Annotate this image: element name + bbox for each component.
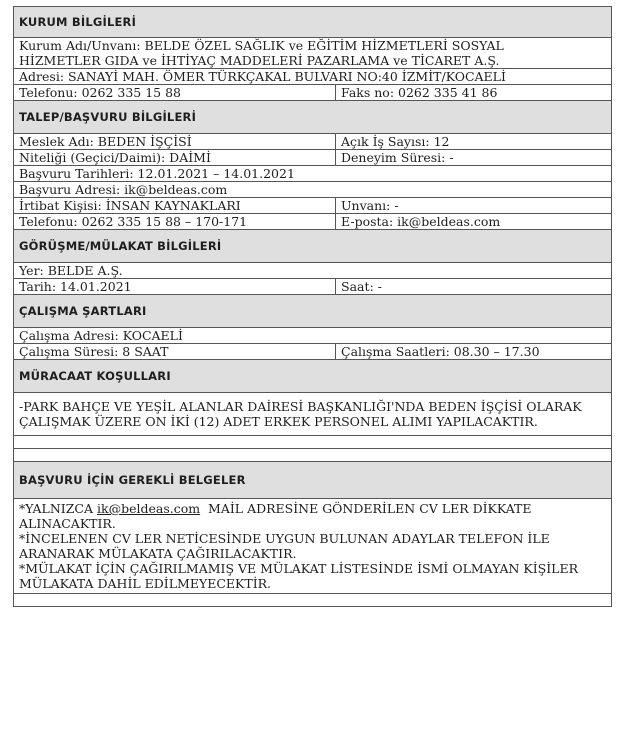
section-header-kurum: KURUM BİLGİLERİ	[14, 7, 612, 38]
basvuru-adresi: Başvuru Adresi: ik@beldeas.com	[14, 182, 612, 198]
section-header-muracaat: MÜRACAAT KOŞULLARI	[14, 360, 612, 393]
gorusme-saat: Saat: -	[336, 279, 612, 295]
email-link[interactable]: ik@beldeas.com	[97, 501, 201, 516]
irtibat-kisisi: İrtibat Kişisi: İNSAN KAYNAKLARI	[14, 198, 336, 214]
empty-row	[14, 594, 612, 607]
kurum-faks: Faks no: 0262 335 41 86	[336, 85, 612, 101]
muracaat-kosullari: -PARK BAHÇE VE YEŞİL ALANLAR DAİRESİ BAŞKANLIĞI'NDA BEDEN İŞÇİSİ OLARAK ÇALIŞMAK ÜZERE ON İKİ (12) ADET ERKEK PERSONEL ALIMI YAPILACAKTIR.	[14, 393, 612, 436]
kurum-adres: Adresi: SANAYİ MAH. ÖMER TÜRKÇAKAL BULVARI NO:40 İZMİT/KOCAELİ	[14, 69, 612, 85]
calisma-suresi: Çalışma Süresi: 8 SAAT	[14, 344, 336, 360]
job-posting-form	[13, 6, 611, 607]
kurum-adi: Kurum Adı/Unvanı: BELDE ÖZEL SAĞLIK ve EĞİTİM HİZMETLERİ SOSYAL HİZMETLER GIDA ve İHTİYAÇ MADDELERİ PAZARLAMA ve TİCARET A.Ş.	[14, 38, 612, 69]
gorusme-yer: Yer: BELDE A.Ş.	[14, 263, 612, 279]
kurum-telefon: Telefonu: 0262 335 15 88	[14, 85, 336, 101]
calisma-saatleri: Çalışma Saatleri: 08.30 – 17.30	[336, 344, 612, 360]
deneyim-suresi: Deneyim Süresi: -	[336, 150, 612, 166]
acik-is-sayisi: Açık İş Sayısı: 12	[336, 134, 612, 150]
niteligi: Niteliği (Geçici/Daimi): DAİMİ	[14, 150, 336, 166]
gorusme-tarih: Tarih: 14.01.2021	[14, 279, 336, 295]
meslek-adi: Meslek Adı: BEDEN İŞÇİSİ	[14, 134, 336, 150]
unvani: Unvanı: -	[336, 198, 612, 214]
talep-telefon: Telefonu: 0262 335 15 88 – 170-171	[14, 214, 336, 230]
calisma-adresi: Çalışma Adresi: KOCAELİ	[14, 328, 612, 344]
section-header-talep: TALEP/BAŞVURU BİLGİLERİ	[14, 101, 612, 134]
section-header-belgeler: BAŞVURU İÇİN GEREKLİ BELGELER	[14, 462, 612, 499]
form-table	[13, 6, 612, 607]
empty-row	[14, 449, 612, 462]
empty-row	[14, 436, 612, 449]
section-header-calisma: ÇALIŞMA ŞARTLARI	[14, 295, 612, 328]
section-header-gorusme: GÖRÜŞME/MÜLAKAT BİLGİLERİ	[14, 230, 612, 263]
gerekli-belgeler: *YALNIZCA ik@beldeas.com MAİL ADRESİNE GÖNDERİLEN CV LER DİKKATE ALINACAKTIR. *İNCELENEN CV LER NETİCESİNDE UYGUN BULUNAN ADAYLAR TELEFON İLE ARANARAK MÜLAKATA ÇAĞIRILACAKTIR. *MÜLAKAT İÇİN ÇAĞIRILMAMIŞ VE MÜLAKAT LİSTESİNDE İSMİ OLMAYAN KİŞİLER MÜLAKATA DAHİL EDİLMEYECEKTİR.	[14, 499, 612, 594]
talep-eposta: E-posta: ik@beldeas.com	[336, 214, 612, 230]
basvuru-tarihleri: Başvuru Tarihleri: 12.01.2021 – 14.01.2021	[14, 166, 612, 182]
